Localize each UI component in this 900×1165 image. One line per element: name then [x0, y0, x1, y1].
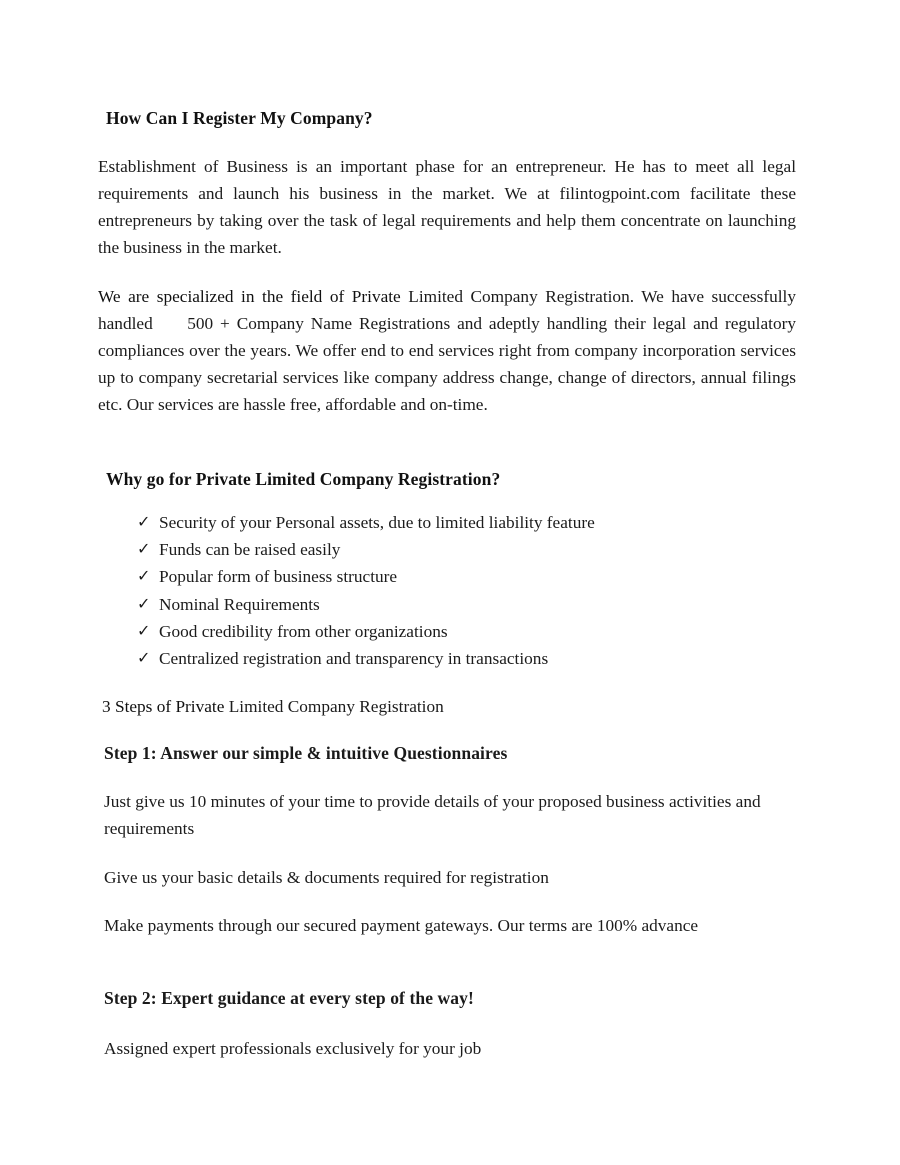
specialization-paragraph-block — [98, 283, 796, 418]
check-mark-icon: ✓ — [137, 541, 151, 559]
steps-intro-lead: 3 Steps of Private — [102, 697, 225, 716]
specialization-paragraph — [98, 283, 796, 418]
list-item — [98, 591, 796, 618]
list-item-label: Nominal Requirements — [159, 594, 320, 614]
intro-paragraph-block — [98, 153, 796, 261]
step1-point-3: Make payments through our secured payment gateways. Our terms are 100% advance — [104, 916, 699, 935]
benefits-list-block — [98, 509, 796, 672]
steps-intro-block — [98, 693, 796, 720]
step2-point-1-block — [98, 1035, 796, 1062]
step1-point-1: Just give us 10 minutes of your time to provide details of your proposed business activities and requirements — [104, 792, 761, 838]
steps-intro — [98, 693, 796, 720]
step1-heading-block — [98, 742, 796, 765]
page-title-block — [98, 107, 796, 130]
why-heading: Why go for Private Limited Company Registration? — [106, 469, 501, 489]
specialization-lead: We are specialized in the field of Private — [98, 287, 401, 306]
list-item-label: Funds can be raised easily — [159, 540, 341, 560]
list-item — [98, 563, 796, 590]
list-item — [98, 645, 796, 672]
check-mark-icon: ✓ — [137, 595, 151, 613]
specialization-gap — [153, 314, 188, 333]
step2-heading-block — [98, 987, 796, 1010]
check-mark-icon: ✓ — [137, 622, 151, 640]
why-heading-block — [98, 468, 796, 491]
check-mark-icon: ✓ — [137, 650, 151, 668]
intro-paragraph: Establishment of Business is an important phase for an entrepreneur. He has to meet all legal requirements and launch his business in the market. We at filintogpoint.com facilitate these entrepreneurs by taking over the task of legal requirements and help them concentrate on launching the business in the market. — [98, 157, 796, 257]
specialization-lead-tail: Limited Company Registration. We have successfully handled — [98, 287, 796, 333]
list-item — [98, 509, 796, 536]
benefits-list — [98, 509, 796, 672]
check-mark-icon: ✓ — [137, 514, 151, 531]
list-item-label: Popular form of business structure — [159, 567, 398, 587]
specialization-rest: 500 + Company Name Registrations and adeptly handling their legal and regulatory compliances over the years. We offer end to end services right from company incorporation services up to company secretarial services like company address change, change of directors, annual filings etc. Our services are hassle free, affordable and on-time. — [98, 314, 796, 414]
list-item-label: Good credibility from other organizations — [159, 621, 448, 641]
step2-point-1: Assigned expert professionals exclusively for your job — [104, 1039, 482, 1058]
step1-point-2: Give us your basic details & documents required for registration — [104, 868, 549, 887]
list-item-label: Security of your Personal assets, due to limited liability feature — [159, 513, 595, 532]
step1-point-2-block — [98, 864, 796, 891]
step2-heading: Step 2: Expert guidance at every step of the way! — [104, 988, 474, 1008]
list-item-label: Centralized registration and transparency in transactions — [159, 649, 549, 669]
list-item — [98, 536, 796, 563]
list-item — [98, 618, 796, 645]
steps-intro-tail: Limited Company Registration — [224, 697, 444, 716]
step1-point-3-block — [98, 912, 796, 939]
step1-point-1-block — [98, 788, 796, 842]
page-title: How Can I Register My Company? — [106, 108, 373, 128]
step1-heading: Step 1: Answer our simple & intuitive Questionnaires — [104, 743, 508, 763]
check-mark-icon: ✓ — [137, 568, 151, 586]
